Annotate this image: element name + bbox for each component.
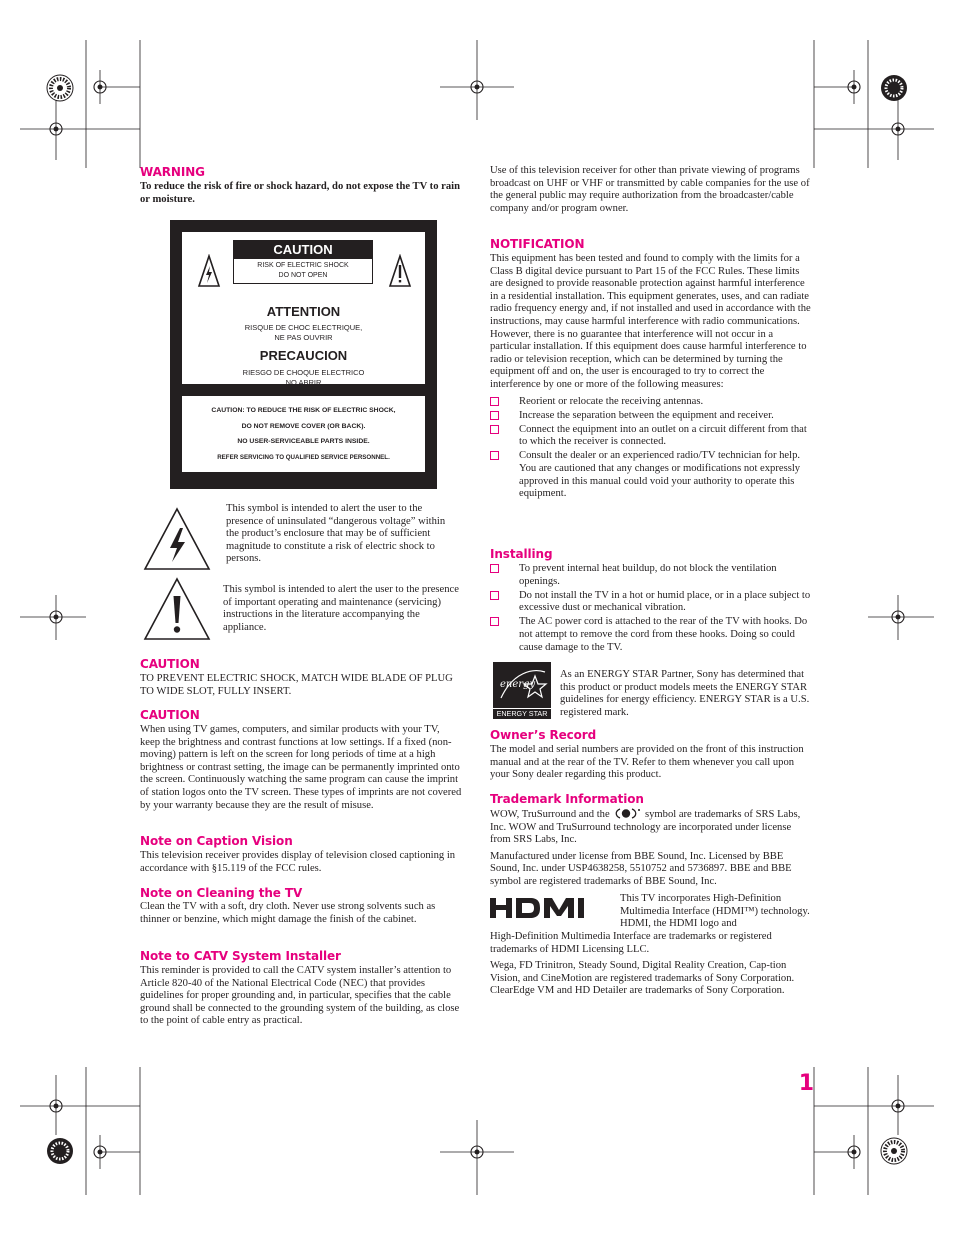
notification-bullets — [490, 396, 814, 501]
srs-text-after: symbol are trademarks of SRS Labs, Inc. WOW and TruSurround technology are incorporated under license from SRS Labs, Inc. — [490, 809, 801, 846]
checkbox-bullet-icon — [490, 564, 499, 573]
attention-line2: NE PAS OUVRIR — [274, 332, 333, 342]
srs-text — [490, 808, 814, 847]
use-text: Use of this television receiver for other than private viewing of programs broadcast on UHF or VHF or transmitted by cable companies for the use of the general public may require authorization from the broadcaster/cable company and/or program owner. — [490, 165, 810, 214]
checkbox-bullet-icon — [490, 451, 499, 460]
caution-plug-section — [140, 657, 462, 698]
caution-games-text: When using TV games, computers, and similar products with your TV, keep the brightness and contrast functions at low settings. If a fixed (non-moving) pattern is left on the screen for long periods of time at a high brightness or contrast setting, the image can be permanently imprinted onto the screen. Continuously watching the same program can cause the imprint of station logos onto the TV screen. These types of imprints are not covered by your warranty because they are the result of misuse. — [140, 724, 462, 811]
trademark-heading: Trademark Information — [490, 792, 644, 806]
caution-label — [170, 220, 437, 489]
checkbox-bullet-icon — [490, 397, 499, 406]
notification-closing: You are cautioned that any changes or modifications not expressly approved in this manual could void your authority to operate this equipment. — [519, 463, 801, 500]
page-number: 1 — [798, 1071, 814, 1096]
lightning-symbol-text: This symbol is intended to alert the user to the presence of uninsulated “dangerous voltage” within the product’s enclosure that may be of sufficient magnitude to constitute a risk of electric shock to persons. — [226, 503, 446, 565]
checkbox-bullet-icon — [490, 591, 499, 600]
attention-title: ATTENTION — [266, 304, 341, 319]
bullet-text: To prevent internal heat buildup, do not block the ventilation openings. — [519, 563, 777, 587]
bullet-text: Reorient or relocate the receiving antennas. — [519, 395, 704, 407]
catv-text: This reminder is provided to call the CATV system installer’s attention to Article 820-40 of the National Electrical Code (NEC) that provides guidelines for proper grounding and, in particular, specifies that the cable ground shall be connected to the grounding system of the building, as close to the point of cable entry as practical. — [140, 965, 460, 1027]
catv-heading: Note to CATV System Installer — [140, 949, 341, 963]
caution-sticker — [233, 240, 373, 284]
bullet-text: Increase the separation between the equipment and receiver. — [519, 409, 774, 421]
list-item — [490, 396, 814, 409]
exclamation-warning-icon — [142, 576, 212, 642]
owners-record-section — [490, 728, 814, 782]
notice-line3: NO USER-SERVICEABLE PARTS INSIDE. — [237, 438, 370, 445]
precaucion-title: PRECAUCION — [259, 348, 348, 363]
notification-text: This equipment has been tested and found to comply with the limits for a Class B digital device pursuant to Part 15 of the FCC Rules. These limits are designed to provide reasonable protection against harmful interference in a residential installation. This equipment generates, uses, and can radiate radio frequency energy and, if not installed and used in accordance with the instructions, may cause harmful interference with radio communications. However, there is no guarantee that interference will not occur in a particular installation. If this equipment does cause harmful interference to radio or television reception, which can be determined by turning the equipment off and on, the user is encouraged to try to correct the interference by one or more of the following measures: — [490, 253, 811, 390]
trademark-section — [490, 792, 814, 889]
energy-star-logo — [493, 662, 551, 719]
caution-sticker-title: CAUTION — [234, 241, 372, 259]
owners-record-text: The model and serial numbers are provided on the front of this instruction manual and at the rear of the TV. Refer to them whenever you call upon your Sony dealer regarding this product. — [490, 744, 804, 781]
energy-star-text: As an ENERGY STAR Partner, Sony has determined that this product or product models meets the ENERGY STAR guidelines for energy efficiency. ENERGY STAR is a U.S. registered mark. — [560, 669, 810, 718]
installing-bullets — [490, 563, 814, 654]
cleaning-section — [140, 886, 462, 926]
notice-line1: CAUTION: TO REDUCE THE RISK OF ELECTRIC SHOCK, — [211, 407, 396, 414]
list-item — [490, 563, 814, 588]
checkbox-bullet-icon — [490, 425, 499, 434]
bullet-text: Consult the dealer or an experienced radio/TV technician for help. — [519, 450, 801, 462]
caution-games-section — [140, 708, 462, 812]
energy-script: energy — [500, 679, 536, 690]
checkbox-bullet-icon — [490, 411, 499, 420]
lightning-warning-icon — [142, 506, 212, 572]
caption-vision-section — [140, 834, 462, 875]
catv-section — [140, 949, 462, 1028]
cleaning-heading: Note on Cleaning the TV — [140, 886, 303, 900]
precaucion-text — [182, 368, 425, 387]
hdmi-text: This TV incorporates High-Definition Multimedia Interface (HDMI™) technology. HDMI, the HDMI logo and — [620, 893, 810, 930]
exclamation-symbol-text: This symbol is intended to alert the user to the presence of important operating and maintenance (servicing) instructions in the literature accompanying the appliance. — [223, 584, 459, 633]
warning-heading: WARNING — [140, 165, 205, 179]
caution-sticker-line2: DO NOT OPEN — [278, 272, 328, 279]
bullet-text: Connect the equipment into an outlet on a circuit different from that to which the receiver is connected. — [519, 423, 807, 448]
list-item — [490, 590, 814, 615]
srs-logo-icon — [614, 808, 640, 819]
notification-heading: NOTIFICATION — [490, 237, 585, 251]
checkbox-bullet-icon — [490, 617, 499, 626]
precaucion-line2: NO ABRIR — [285, 377, 322, 387]
attention-text — [182, 323, 425, 342]
bullet-text: The AC power cord is attached to the rear of the TV with hooks. Do not attempt to remove the cord from these hooks. Doing so could cause damage to the TV. — [519, 616, 808, 653]
list-item — [490, 616, 814, 654]
precaucion-line1: RIESGO DE CHOQUE ELECTRICO — [242, 368, 365, 377]
caption-vision-text: This television receiver provides display of television closed captioning in accordance with §15.119 of the FCC rules. — [140, 850, 456, 874]
lightning-icon — [197, 254, 221, 288]
installing-heading: Installing — [490, 547, 553, 561]
list-item — [490, 410, 814, 423]
bullet-text: Do not install the TV in a hot or humid place, or in a place subject to excessive dust or mechanical vibration. — [519, 589, 811, 614]
energy-star-label: ENERGY STAR — [493, 708, 551, 719]
attention-line1: RISQUE DE CHOC ELECTRIQUE, — [244, 323, 363, 332]
caution-games-heading: CAUTION — [140, 708, 200, 722]
hdmi-logo — [490, 896, 606, 920]
caution-plug-heading: CAUTION — [140, 657, 200, 671]
sony-trademark-text: Wega, FD Trinitron, Steady Sound, Digital Reality Creation, Cap-tion Vision, and CineMotion are registered trademarks of Sony Corporation. ClearEdge VM and HD Detailer are trademarks of Sony Corporation. — [490, 960, 795, 997]
caption-vision-heading: Note on Caption Vision — [140, 834, 293, 848]
hdmi-trademark-text: High-Definition Multimedia Interface are trademarks or registered trademarks of HDMI Licensing LLC. — [490, 931, 772, 955]
list-item — [490, 450, 814, 463]
bbe-text: Manufactured under license from BBE Sound, Inc. Licensed by BBE Sound, Inc. under USP4638258, 5510752 and 5736897. BBE and BBE symbol are registered trademarks of BBE Sound, Inc. — [490, 850, 792, 887]
notice-line4: REFER SERVICING TO QUALIFIED SERVICE PERSONNEL. — [217, 453, 390, 461]
notice-line2: DO NOT REMOVE COVER (OR BACK). — [241, 422, 366, 430]
notification-section — [490, 237, 814, 501]
caution-sticker-line1: RISK OF ELECTRIC SHOCK — [257, 262, 349, 269]
caution-plug-text: TO PREVENT ELECTRIC SHOCK, MATCH WIDE BLADE OF PLUG TO WIDE SLOT, FULLY INSERT. — [140, 673, 453, 697]
warning-section — [140, 165, 462, 206]
exclamation-icon — [388, 254, 412, 288]
cleaning-text: Clean the TV with a soft, dry cloth. Never use strong solvents such as thinner or benzine, which might damage the finish of the cabinet. — [140, 901, 436, 925]
installing-section — [490, 547, 814, 654]
list-item — [490, 424, 814, 449]
caution-label-panel — [182, 232, 425, 387]
srs-text-before: WOW, TruSurround and the — [490, 809, 610, 820]
caution-notice — [182, 396, 425, 472]
owners-record-heading: Owner’s Record — [490, 728, 597, 742]
warning-text: To reduce the risk of fire or shock hazard, do not expose the TV to rain or moisture. — [140, 181, 460, 205]
